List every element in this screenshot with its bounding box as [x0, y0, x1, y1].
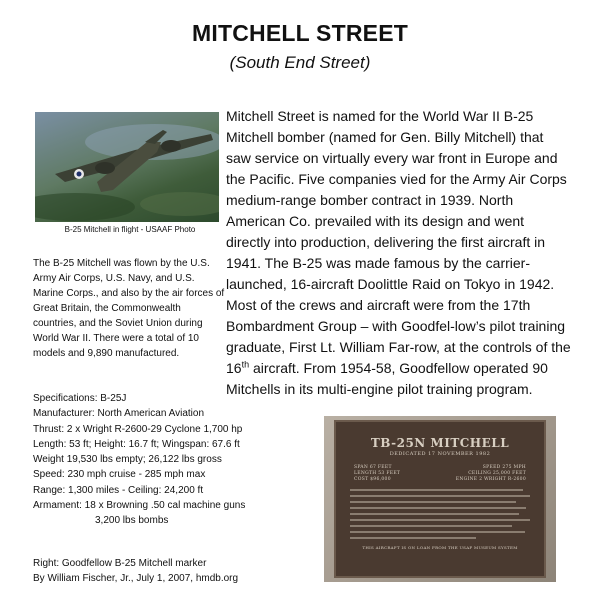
marker-photo — [324, 416, 556, 582]
spec-thrust: Thrust: 2 x Wright R-2600-29 Cyclone 1,700 hp — [33, 423, 243, 435]
main-paragraph-text: Mitchell Street is named for the World War II B-25 Mitchell bomber (named for Gen. Billy Mitchell) that saw service on virtually every war front in Europe and the Pacific. Five companies vied for the Army Air Corps medium-range bomber contract in 1939. North American Co. prevailed with its design and went directly into production, delivering the first aircraft in 1941. The B-25 was made famous by the carrier-launched, 16-aircraft Doolittle Raid on Tokyo in 1942. Most of the crews and aircraft were from the 17th Bombardment Group – with Goodfel-low’s pilot training graduate, First Lt. William Far-row, at the controls of the 16 — [226, 108, 571, 376]
main-paragraph-text-end: aircraft. From 1954-58, Goodfellow operated 90 Mitchells in its multi-engine pilot training program. — [226, 360, 548, 397]
spec-dimensions: Length: 53 ft; Height: 16.7 ft; Wingspan: 67.6 ft — [33, 438, 240, 450]
plaque-stat-length: LENGTH 53 FEET — [354, 471, 401, 476]
spec-speed: Speed: 230 mph cruise - 285 mph max — [33, 469, 206, 481]
spec-armament: Armament: 18 x Browning .50 cal machine guns — [33, 500, 246, 512]
historical-marker-plaque — [334, 420, 546, 578]
credit-line-author: By William Fischer, Jr., July 1, 2007, hmdb.org — [33, 573, 239, 584]
spec-model: Specifications: B-25J — [33, 393, 127, 404]
spec-range: Range: 1,300 miles - Ceiling: 24,200 ft — [33, 484, 204, 496]
page-subtitle: (South End Street) — [229, 53, 371, 72]
main-paragraph — [226, 106, 571, 400]
b25-in-flight-photo — [35, 112, 219, 222]
plaque-stats — [354, 465, 526, 483]
spec-bombs: 3,200 lbs bombs — [95, 515, 169, 527]
plaque-stat-engine: ENGINE 2 WRIGHT R-2600 — [455, 477, 526, 482]
page-title: MITCHELL STREET — [192, 20, 408, 46]
main-paragraph-superscript: th — [241, 359, 250, 370]
spec-weight: Weight 19,530 lbs empty; 26,122 lbs gross — [33, 454, 222, 466]
plaque-stat-span: SPAN 67 FEET — [354, 465, 392, 470]
plaque-title: TB-25N MITCHELL — [370, 436, 510, 450]
plaque-stat-cost: COST $96,000 — [354, 477, 391, 482]
plaque-footer: THIS AIRCRAFT IS ON LOAN FROM THE USAF MUSEUM SYSTEM — [362, 545, 518, 550]
b25-plane-icon — [35, 112, 219, 222]
plaque-stat-speed: SPEED 275 MPH — [482, 465, 526, 470]
spec-manufacturer: Manufacturer: North American Aviation — [33, 408, 205, 420]
plaque-dedication: DEDICATED 17 NOVEMBER 1982 — [389, 451, 491, 457]
plaque-stat-ceiling: CEILING 25,000 FEET — [468, 471, 526, 476]
left-paragraph: The B-25 Mitchell was flown by the U.S. Army Air Corps, U.S. Navy, and U.S. Marine Corps., and also by the air forces of Great Britain, the Commonwealth countries, and the Soviet Union during World War II. There were a total of 10 models and 9,890 manufactured. — [33, 258, 225, 359]
plaque-inscription — [350, 489, 530, 539]
credit-line-marker: Right: Goodfellow B-25 Mitchell marker — [33, 558, 207, 569]
credits — [33, 556, 323, 586]
specifications-list — [33, 391, 323, 529]
photo-caption: B-25 Mitchell in flight - USAAF Photo — [64, 225, 196, 234]
